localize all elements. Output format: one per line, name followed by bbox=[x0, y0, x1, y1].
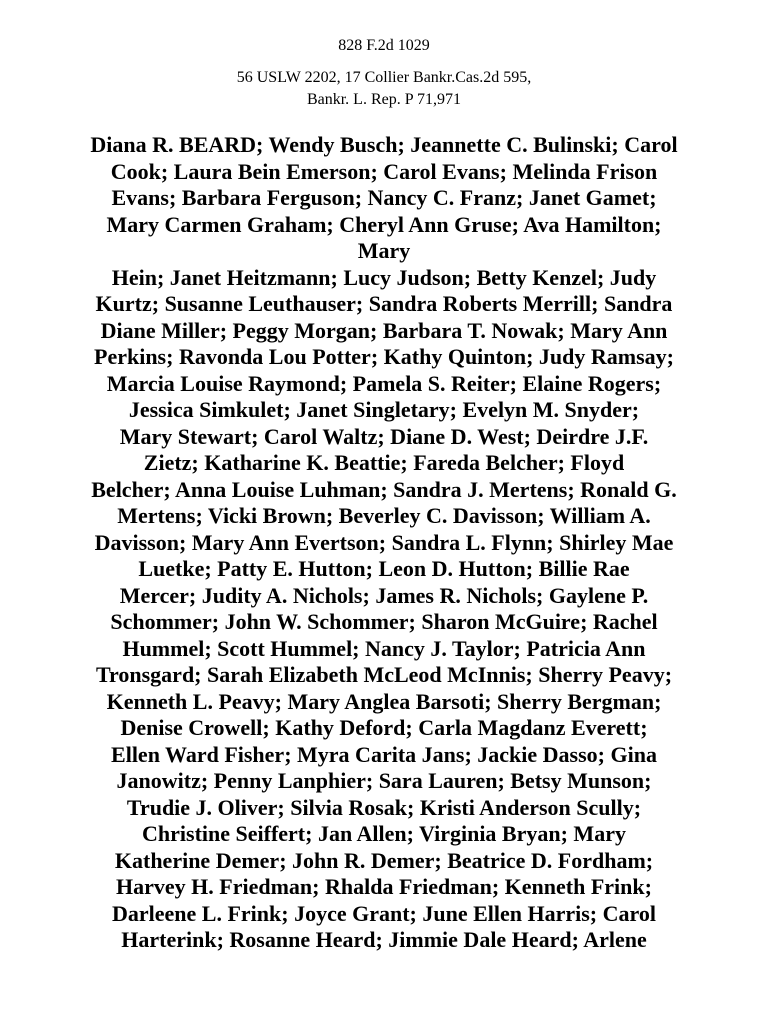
parties-line: Belcher; Anna Louise Luhman; Sandra J. Mertens; Ronald G. bbox=[91, 476, 677, 502]
parties-line: Schommer; John W. Schommer; Sharon McGuire; Rachel bbox=[110, 609, 658, 634]
parties-line: Cook; Laura Bein Emerson; Carol Evans; Melinda Frison bbox=[110, 158, 658, 184]
parties-line: Hummel; Scott Hummel; Nancy J. Taylor; Patricia Ann bbox=[122, 635, 646, 661]
parties-line: Denise Crowell; Kathy Deford; Carla Magdanz Everett; bbox=[120, 715, 648, 740]
parties-line: Mercer; Judity A. Nichols; James R. Nichols; Gaylene P. bbox=[119, 582, 649, 608]
citation-primary: 828 F.2d 1029 bbox=[338, 37, 430, 54]
parties-line: Luetke; Patty E. Hutton; Leon D. Hutton; Billie Rae bbox=[138, 556, 630, 581]
parties-line: Hein; Janet Heitzmann; Lucy Judson; Betty Kenzel; Judy bbox=[111, 264, 657, 290]
parties-line: Marcia Louise Raymond; Pamela S. Reiter; Elaine Rogers; bbox=[106, 370, 662, 396]
parties-line: Zietz; Katharine K. Beattie; Fareda Belcher; Floyd bbox=[143, 450, 625, 475]
parties-line: Christine Seiffert; Jan Allen; Virginia Bryan; Mary bbox=[142, 821, 626, 846]
parties-line: Perkins; Ravonda Lou Potter; Kathy Quinton; Judy Ramsay; bbox=[94, 344, 674, 369]
parties-line: Kurtz; Susanne Leuthauser; Sandra Roberts Merrill; Sandra bbox=[95, 291, 673, 316]
parties-line: Harvey H. Friedman; Rhalda Friedman; Kenneth Frink; bbox=[116, 874, 652, 899]
parties-line: Evans; Barbara Ferguson; Nancy C. Franz; Janet Gamet; bbox=[111, 185, 657, 210]
parties-line: Trudie J. Oliver; Silvia Rosak; Kristi Anderson Scully; bbox=[126, 794, 642, 820]
parties-caption bbox=[48, 132, 720, 954]
parties-line: Mary Carmen Graham; Cheryl Ann Gruse; Ava Hamilton; bbox=[106, 211, 662, 237]
parties-line: Jessica Simkulet; Janet Singletary; Evelyn M. Snyder; bbox=[128, 397, 640, 422]
citation-secondary-line-2: Bankr. L. Rep. P 71,971 bbox=[306, 91, 462, 108]
parties-line: Davisson; Mary Ann Evertson; Sandra L. Flynn; Shirley Mae bbox=[94, 529, 674, 555]
parties-line: Darleene L. Frink; Joyce Grant; June Ellen Harris; Carol bbox=[111, 900, 657, 926]
parties-line: Katherine Demer; John R. Demer; Beatrice D. Fordham; bbox=[114, 847, 654, 873]
parties-line: Janowitz; Penny Lanphier; Sara Lauren; Betsy Munson; bbox=[116, 768, 652, 793]
parties-line: Ellen Ward Fisher; Myra Carita Jans; Jackie Dasso; Gina bbox=[111, 741, 657, 767]
parties-line: Mertens; Vicki Brown; Beverley C. Davisson; William A. bbox=[117, 503, 651, 528]
parties-line: Tronsgard; Sarah Elizabeth McLeod McInnis; Sherry Peavy; bbox=[95, 662, 673, 687]
parties-line: Diana R. BEARD; Wendy Busch; Jeannette C. Bulinski; Carol bbox=[90, 132, 678, 157]
citation-secondary-line-1: 56 USLW 2202, 17 Collier Bankr.Cas.2d 595, bbox=[236, 69, 532, 86]
parties-line: Harterink; Rosanne Heard; Jimmie Dale Heard; Arlene bbox=[121, 927, 647, 952]
parties-line: Kenneth L. Peavy; Mary Anglea Barsoti; Sherry Bergman; bbox=[106, 688, 662, 714]
parties-line: Diane Miller; Peggy Morgan; Barbara T. Nowak; Mary Ann bbox=[100, 317, 668, 343]
parties-line: Mary Stewart; Carol Waltz; Diane D. West; Deirdre J.F. bbox=[119, 423, 649, 449]
parties-line: Mary bbox=[357, 238, 411, 263]
